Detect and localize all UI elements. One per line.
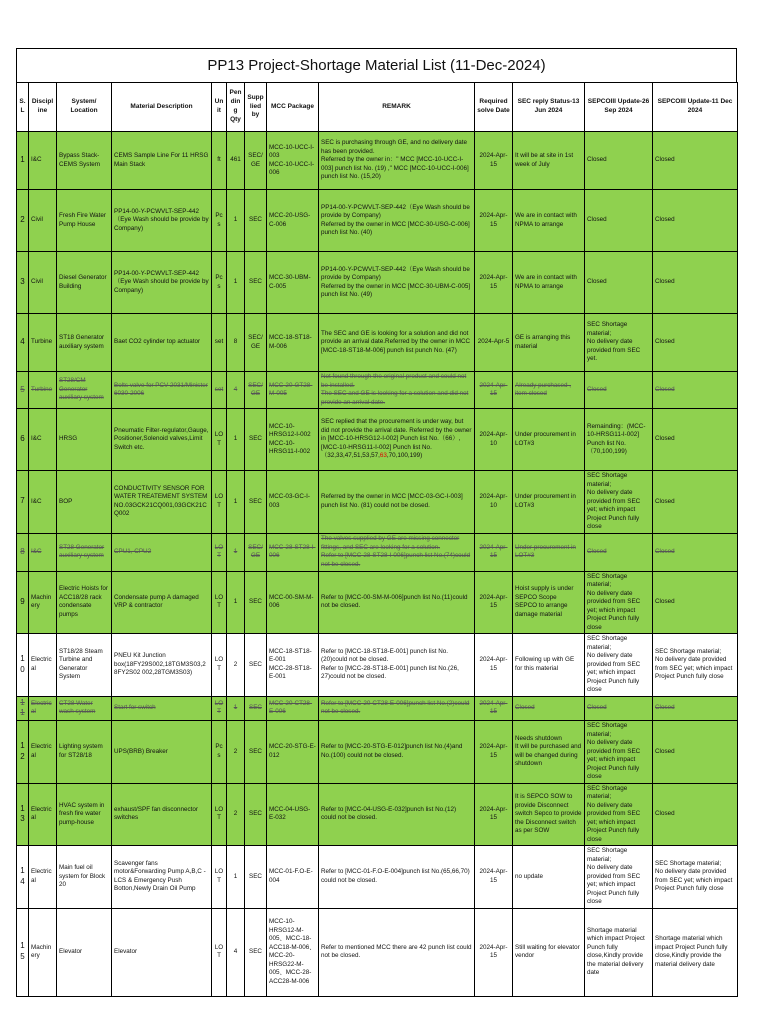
cell-discipline: I&C	[29, 132, 57, 190]
cell-supplied: SEC	[245, 190, 267, 252]
cell-unit: LOT	[212, 409, 227, 471]
table-row	[17, 471, 738, 534]
cell-date: 2024-Apr-15	[475, 696, 513, 721]
cell-sec: Under procurement in LOT#3	[513, 471, 585, 534]
cell-unit: Pcs	[212, 190, 227, 252]
cell-mcc: MCC-30-UBM-C-005	[267, 252, 319, 314]
table-row	[17, 132, 738, 190]
cell-mcc: MCC-28-ST28-I-006	[267, 533, 319, 571]
cell-unit: LOT	[212, 471, 227, 534]
cell-sep26: SEC Shortage material; No delivery date provided from SEC yet; which impact Project Punch fully close	[585, 634, 653, 697]
cell-material: CPU1, CPU2	[112, 533, 212, 571]
cell-qty: 8	[227, 314, 245, 372]
cell-sl: 12	[17, 721, 29, 784]
cell-sl: 1	[17, 132, 29, 190]
cell-supplied: SEC	[245, 721, 267, 784]
cell-sep26: SEC Shortage material; No delivery date provided from SEC yet; which impact Project Punch fully close	[585, 846, 653, 909]
cell-system: CT28 Water wash system	[57, 696, 112, 721]
sheet-title: PP13 Project-Shortage Material List (11-Dec-2024)	[16, 48, 737, 82]
cell-sl: 8	[17, 533, 29, 571]
cell-discipline: Turbine	[29, 314, 57, 372]
shortage-sheet	[16, 48, 737, 997]
cell-remark: Not found through the original product and could not be installed. The SEC and GE is looking for a solution and did not provide an arrival date.	[319, 372, 475, 409]
cell-mcc: MCC-20-CT28-E-006	[267, 696, 319, 721]
cell-mcc: MCC-10-HRSG12-I-002 MCC-10-HRSG11-I-002	[267, 409, 319, 471]
cell-supplied: SEC	[245, 252, 267, 314]
cell-date: 2024-Apr-10	[475, 409, 513, 471]
cell-sep11: Closed	[653, 132, 738, 190]
cell-discipline: I&C	[29, 409, 57, 471]
cell-unit: Pcs	[212, 252, 227, 314]
remark-highlight: 63	[379, 452, 387, 460]
cell-unit: LOT	[212, 783, 227, 846]
table-row	[17, 372, 738, 409]
cell-sep26: SEC Shortage material; No delivery date provided from SEC yet.	[585, 314, 653, 372]
cell-supplied: SEC	[245, 908, 267, 996]
cell-sl: 11	[17, 696, 29, 721]
cell-sec: Under procurement in LOT#3	[513, 409, 585, 471]
cell-date: 2024-Apr-15	[475, 571, 513, 634]
cell-sep26: Closed	[585, 252, 653, 314]
cell-remark: Refer to [MCC-01-F.O-E-004]punch list No.(65,66,70) could not be closed.	[319, 846, 475, 909]
cell-material: exhaust/SPF fan disconnector switches	[112, 783, 212, 846]
cell-sl: 4	[17, 314, 29, 372]
cell-material: Pneumatic Filter-regulator,Gauge, Positioner,Solenoid valves,Limit Switch etc.	[112, 409, 212, 471]
cell-remark: Refer to [MCC-18-ST18-E-001] punch list No.(20)could not be closed. Refer to [MCC-28-ST18-E-001] punch list No.(26, 27)could not be closed.	[319, 634, 475, 697]
cell-qty: 1	[227, 533, 245, 571]
cell-supplied: SEC/GE	[245, 314, 267, 372]
cell-sep26: Closed	[585, 696, 653, 721]
table-row	[17, 696, 738, 721]
table-row	[17, 634, 738, 697]
cell-mcc: MCC-20-GT28-M-005	[267, 372, 319, 409]
cell-date: 2024-Apr-15	[475, 634, 513, 697]
cell-date: 2024-Apr-15	[475, 721, 513, 784]
cell-sep26: Remainding：(MCC-10-HRSG11-I-002] Punch list No.（70,100,199)	[585, 409, 653, 471]
cell-remark: The valves supplied by GE are missing connector fittings, and SEC are looking for a solution. Refer to [MCC-28-ST28-I-006]punch list No.(74)could not be closed.	[319, 533, 475, 571]
cell-sec: Hoist supply is under SEPCO Scope SEPCO to arrange damage material	[513, 571, 585, 634]
cell-sep11: Shortage material which impact Project Punch fully close,Kindly provide the material delivery date	[653, 908, 738, 996]
cell-sec: no update	[513, 846, 585, 909]
cell-mcc: MCC-18-ST18-M-006	[267, 314, 319, 372]
cell-mcc: MCC-00-SM-M-006	[267, 571, 319, 634]
cell-supplied: SEC	[245, 846, 267, 909]
header-unit: Unit	[212, 83, 227, 132]
cell-sep26: Shortage material which impact Project Punch fully close,Kindly provide the material delivery date	[585, 908, 653, 996]
cell-discipline: Electrical	[29, 846, 57, 909]
cell-remark: Referred by the owner in MCC [MCC-03-GC-I-003] punch list No. (81) could not be closed.	[319, 471, 475, 534]
cell-sep11: Closed	[653, 372, 738, 409]
table-row	[17, 721, 738, 784]
cell-system: Lighting system for ST28/18	[57, 721, 112, 784]
cell-qty: 2	[227, 721, 245, 784]
cell-system: ST18 Generator auxiliary system	[57, 314, 112, 372]
cell-sep11: Closed	[653, 190, 738, 252]
cell-qty: 1	[227, 252, 245, 314]
cell-qty: 1	[227, 190, 245, 252]
cell-sec: It will be at site in 1st week of July	[513, 132, 585, 190]
cell-remark: Refer to [MCC-04-USG-E-032]punch list No.(12) could not be closed.	[319, 783, 475, 846]
cell-date: 2024-Apr-15	[475, 533, 513, 571]
cell-discipline: Electrical	[29, 783, 57, 846]
cell-material: CEMS Sample Line For 11 HRSG Main Stack	[112, 132, 212, 190]
cell-sep26: SEC Shortage material; No delivery date provided from SEC yet; which impact Project Punch fully close	[585, 571, 653, 634]
remark-tail: ,70,100,199)	[386, 452, 423, 460]
cell-mcc: MCC-20-USG-C-006	[267, 190, 319, 252]
cell-unit: Pcs	[212, 721, 227, 784]
cell-qty: 2	[227, 783, 245, 846]
cell-sep11: Closed	[653, 696, 738, 721]
cell-discipline: Electrical	[29, 721, 57, 784]
cell-discipline: Turbine	[29, 372, 57, 409]
cell-material: Elevator	[112, 908, 212, 996]
cell-mcc: MCC-04-USG-E-032	[267, 783, 319, 846]
cell-date: 2024-Apr-15	[475, 190, 513, 252]
cell-sep26: Closed	[585, 132, 653, 190]
cell-system: HRSG	[57, 409, 112, 471]
table-row	[17, 190, 738, 252]
table-row	[17, 783, 738, 846]
cell-sl: 7	[17, 471, 29, 534]
cell-date: 2024-Apr-15	[475, 372, 513, 409]
cell-sec: Needs shutdown It will be purchased and will be changed during shutdown	[513, 721, 585, 784]
header-qty: Pending Qty	[227, 83, 245, 132]
cell-sec: Under procurement in LOT#3	[513, 533, 585, 571]
remark-text: SEC replied that the procurement is under way, but did not provide the arrival date. Referred by the owner in [MCC-10-HRSG12-I-002] Punch list No.（66）, [MCC-10-HRSG11-I-002] Punch list No.（32,33,47,51,53,57,	[321, 418, 472, 460]
cell-sl: 6	[17, 409, 29, 471]
cell-remark: PP14-00-Y-PCWVLT-SEP-442（Eye Wash should be provide by Company) Referred by the owner in MCC [MCC-30-UBM-C-005] punch list No. (49)	[319, 252, 475, 314]
header-remark: REMARK	[319, 83, 475, 132]
table-row	[17, 571, 738, 634]
cell-sl: 5	[17, 372, 29, 409]
cell-unit: set	[212, 314, 227, 372]
cell-qty: 1	[227, 471, 245, 534]
cell-qty: 1	[227, 696, 245, 721]
cell-sep11: Closed	[653, 721, 738, 784]
cell-sep11: Closed	[653, 252, 738, 314]
header-sepco-11dec: SEPCOIII Update-11 Dec 2024	[653, 83, 738, 132]
cell-sep11: Closed	[653, 783, 738, 846]
cell-system: Main fuel oil system for Block 20	[57, 846, 112, 909]
cell-discipline: Electrical	[29, 634, 57, 697]
cell-date: 2024-Apr-5	[475, 314, 513, 372]
cell-sl: 13	[17, 783, 29, 846]
header-discipline: Discipline	[29, 83, 57, 132]
cell-sep11: Closed	[653, 533, 738, 571]
cell-supplied: SEC	[245, 696, 267, 721]
cell-sec: We are in contact with NPMA to arrange	[513, 190, 585, 252]
cell-sep11: Closed	[653, 409, 738, 471]
cell-discipline: Machinery	[29, 908, 57, 996]
cell-discipline: Machinery	[29, 571, 57, 634]
cell-sl: 2	[17, 190, 29, 252]
table-body	[17, 132, 738, 997]
cell-sl: 14	[17, 846, 29, 909]
cell-date: 2024-Apr-15	[475, 132, 513, 190]
cell-remark: Refer to [MCC-00-SM-M-006]punch list No.(11)could not be closed.	[319, 571, 475, 634]
table-row	[17, 314, 738, 372]
cell-sec: Still waiting for elevator vendor	[513, 908, 585, 996]
cell-sep26: Closed	[585, 190, 653, 252]
cell-qty: 1	[227, 571, 245, 634]
cell-discipline: I&C	[29, 533, 57, 571]
cell-date: 2024-Apr-15	[475, 252, 513, 314]
cell-material: Bolts valve for PCV-2031/Minister 6030-2006	[112, 372, 212, 409]
cell-supplied: SEC	[245, 783, 267, 846]
cell-sl: 15	[17, 908, 29, 996]
cell-qty: 2	[227, 634, 245, 697]
cell-sep11: SEC Shortage material; No delivery date provided from SEC yet; which impact Project Punch fully close	[653, 846, 738, 909]
cell-qty: 4	[227, 372, 245, 409]
cell-unit: LOT	[212, 908, 227, 996]
cell-sep26: SEC Shortage material; No delivery date provided from SEC yet; which impact Project Punch fully close	[585, 471, 653, 534]
cell-qty: 1	[227, 846, 245, 909]
table-row	[17, 846, 738, 909]
table-row	[17, 533, 738, 571]
cell-system: Fresh Fire Water Pump House	[57, 190, 112, 252]
cell-date: 2024-Apr-15	[475, 846, 513, 909]
cell-qty: 461	[227, 132, 245, 190]
cell-sec: GE is arranging this material	[513, 314, 585, 372]
table-row	[17, 409, 738, 471]
header-date: Required solve Date	[475, 83, 513, 132]
cell-qty: 4	[227, 908, 245, 996]
cell-mcc: MCC-20-STG-E-012	[267, 721, 319, 784]
table-row	[17, 908, 738, 996]
cell-system: Electric Hoists for ACC18/28 rack condensate pumps	[57, 571, 112, 634]
cell-sec: We are in contact with NPMA to arrange	[513, 252, 585, 314]
header-row	[17, 83, 738, 132]
cell-sep26: Closed	[585, 372, 653, 409]
cell-system: ST18/28 Steam Turbine and Generator System	[57, 634, 112, 697]
cell-system: Elevator	[57, 908, 112, 996]
cell-unit: LOT	[212, 846, 227, 909]
cell-mcc: MCC-18-ST18-E-001 MCC-28-ST18-E-001	[267, 634, 319, 697]
cell-material: CONDUCTIVITY SENSOR FOR WATER TREATEMENT SYSTEM NO.03GCK21CQ001,03GCK21CQ002	[112, 471, 212, 534]
cell-sep26: SEC Shortage material; No delivery date provided from SEC yet; which impact Project Punch fully close	[585, 783, 653, 846]
shortage-table	[16, 82, 738, 997]
cell-discipline: Civil	[29, 190, 57, 252]
cell-unit: set	[212, 372, 227, 409]
cell-material: Baet CO2 cylinder top actuator	[112, 314, 212, 372]
cell-qty: 1	[227, 409, 245, 471]
cell-remark: The SEC and GE is looking for a solution and did not provide an arrival date.Referred by the owner in MCC [MCC-18-ST18-M-006] punch list punch No. (47)	[319, 314, 475, 372]
cell-material: PP14-00-Y-PCWVLT-SEP-442（Eye Wash should be provide by Company)	[112, 252, 212, 314]
cell-sec: Following up with GE for this material	[513, 634, 585, 697]
cell-sep11: Closed	[653, 471, 738, 534]
cell-remark: Refer to [MCC-20-STG-E-012]punch list No.(4)and No.(100) could not be closed.	[319, 721, 475, 784]
cell-sec: It is SEPCO SOW to provide Disconnect switch Sepco to provide the Disconnect switch as per SOW	[513, 783, 585, 846]
cell-sl: 3	[17, 252, 29, 314]
cell-sep11: Closed	[653, 314, 738, 372]
cell-supplied: SEC/GE	[245, 132, 267, 190]
cell-unit: ft	[212, 132, 227, 190]
cell-unit: LOT	[212, 696, 227, 721]
cell-supplied: SEC/GE	[245, 533, 267, 571]
cell-discipline: Electrical	[29, 696, 57, 721]
cell-mcc: MCC-03-GC-I-003	[267, 471, 319, 534]
cell-sep26: Closed	[585, 533, 653, 571]
cell-remark: PP14-00-Y-PCWVLT-SEP-442（Eye Wash should be provide by Company) Referred by the owner in MCC [MCC-30-USG-C-006] punch list No. (40)	[319, 190, 475, 252]
header-system: System/ Location	[57, 83, 112, 132]
header-material: Material Description	[112, 83, 212, 132]
header-sepco-26sep: SEPCOIII Update-26 Sep 2024	[585, 83, 653, 132]
header-supplied: Supplied by	[245, 83, 267, 132]
cell-sl: 9	[17, 571, 29, 634]
cell-mcc: MCC-10-UCC-I-003 MCC-10-UCC-I-006	[267, 132, 319, 190]
cell-date: 2024-Apr-15	[475, 908, 513, 996]
cell-material: PP14-00-Y-PCWVLT-SEP-442（Eye Wash should be provide by Company)	[112, 190, 212, 252]
header-mcc: MCC Package	[267, 83, 319, 132]
cell-discipline: Civil	[29, 252, 57, 314]
cell-material: Start for switch	[112, 696, 212, 721]
cell-system: ST28/CM Generator auxiliary system	[57, 372, 112, 409]
cell-unit: LOT	[212, 533, 227, 571]
cell-material: UPS(BRB) Breaker	[112, 721, 212, 784]
cell-sep11: SEC Shortage material; No delivery date provided from SEC yet; which impact Project Punch fully close	[653, 634, 738, 697]
cell-remark: Refer to mentioned MCC there are 42 punch list could not be closed.	[319, 908, 475, 996]
cell-sep26: SEC Shortage material; No delivery date provided from SEC yet; which impact Project Punch fully close	[585, 721, 653, 784]
cell-system: Diesel Generator Building	[57, 252, 112, 314]
cell-unit: LOT	[212, 571, 227, 634]
cell-remark: Refer to [MCC-20-CT28-E-006]punch list No.(2)could not be closed.	[319, 696, 475, 721]
cell-material: Scavenger fans motor&Forwarding Pump A,B,C - LCS & Emergency Push Botton,Newly Drain Oil Pump	[112, 846, 212, 909]
cell-sep11: Closed	[653, 571, 738, 634]
cell-discipline: I&C	[29, 471, 57, 534]
cell-system: HVAC system in fresh fire water pump-house	[57, 783, 112, 846]
cell-mcc: MCC-01-F.O-E-004	[267, 846, 319, 909]
header-sl: S.L	[17, 83, 29, 132]
cell-date: 2024-Apr-10	[475, 471, 513, 534]
cell-supplied: SEC	[245, 571, 267, 634]
cell-supplied: SEC	[245, 471, 267, 534]
cell-material: Condensate pump A damaged VRP & contractor	[112, 571, 212, 634]
cell-sec: Already purchased , item closed	[513, 372, 585, 409]
cell-system: BOP	[57, 471, 112, 534]
cell-system: Bypass Stack-CEMS System	[57, 132, 112, 190]
cell-remark: SEC is purchasing through GE, and no delivery date has been provided. Referred by the owner in：" MCC [MCC-10-UCC-I-003] punch list No. (19) ," MCC [MCC-10-UCC-I-006] punch list No. (15,20)	[319, 132, 475, 190]
cell-material: PNEU Kit Junction box(18FY29S002,18TGM3S03,28FY2S02 002,28TGM3S03)	[112, 634, 212, 697]
cell-supplied: SEC/GE	[245, 372, 267, 409]
cell-sl: 10	[17, 634, 29, 697]
cell-mcc: MCC-10-HRSG12-M-005、MCC-18-ACC18-M-006、MCC-20-HRSG22-M-005、MCC-28-ACC28-M-006	[267, 908, 319, 996]
cell-date: 2024-Apr-15	[475, 783, 513, 846]
header-sec-status: SEC reply Status-13 Jun 2024	[513, 83, 585, 132]
cell-supplied: SEC	[245, 634, 267, 697]
cell-sec: Closed	[513, 696, 585, 721]
cell-system: ST28 Generator auxiliary system	[57, 533, 112, 571]
table-row	[17, 252, 738, 314]
cell-supplied: SEC	[245, 409, 267, 471]
cell-remark	[319, 409, 475, 471]
cell-unit: LOT	[212, 634, 227, 697]
